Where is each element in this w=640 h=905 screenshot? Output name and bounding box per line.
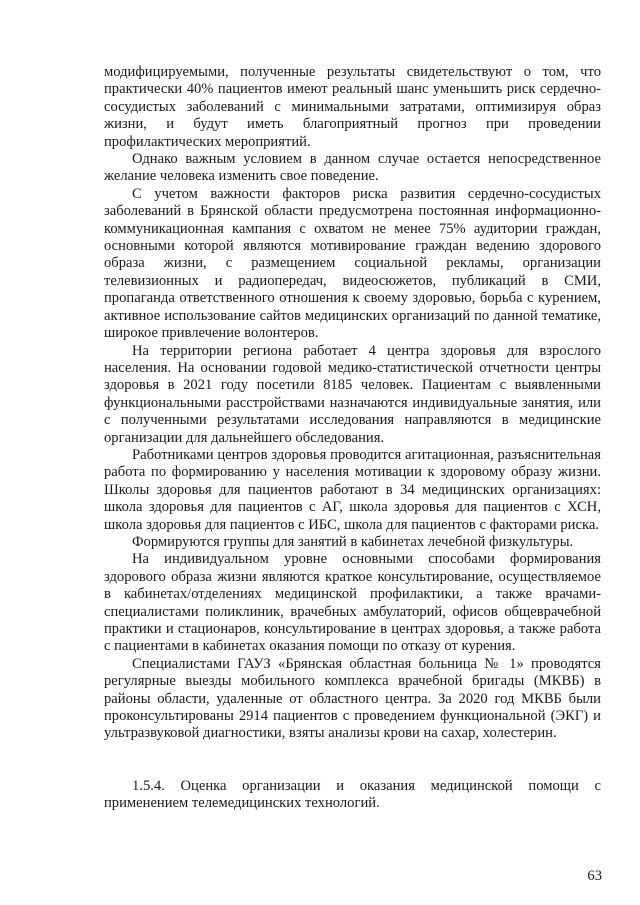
section-heading: 1.5.4. Оценка организации и оказания медицинской помощи с применением телемедицинских технологий. [104, 777, 601, 812]
paragraph-exercise-groups: Формируются группы для занятий в кабинетах лечебной физкультуры. [132, 533, 574, 550]
paragraph-continuation: модифицируемыми, полученные результаты свидетельствуют о том, что практически 40% пациентов имеют реальный шанс уменьшить риск сердечно-сосудистых заболеваний с минимальными затратами, оптимизируя образ жизни, и будут иметь благоприятный прогноз при проведении профилактических мероприятий. [104, 64, 601, 150]
paragraph-health-schools: Работниками центров здоровья проводится агитационная, разъяснительная работа по формированию у населения мотивации к здоровому образу жизни. Школы здоровья для пациентов работают в 34 медицинских организациях: школа здоровья для пациентов с АГ, школа здоровья для пациентов с ХСН, школа здоровья для пациентов с ИБС, школа для пациентов с факторами риска. [104, 446, 601, 533]
page-number: 63 [587, 868, 602, 884]
page-body [104, 64, 601, 813]
section-spacer [104, 743, 601, 778]
paragraph-health-centers: На территории региона работает 4 центра здоровья для взрослого населения. На основании годовой медико-статистической отчетности центры здоровья в 2021 году посетили 8185 человек. Пациентам с выявленными функциональными расстройствами назначаются индивидуальные занятия, или с полученными результатами исследования направляются в медицинские организации для дальнейшего обследования. [104, 342, 601, 446]
paragraph-motivation-condition: Однако важным условием в данном случае остается непосредственное желание человека изменить свое поведение. [104, 151, 601, 185]
paragraph-mobile-brigade: Специалистами ГАУЗ «Брянская областная больница № 1» проводятся регулярные выезды мобильного комплекса врачебной бригады (МКВБ) в районы области, удаленные от областного центра. За 2020 год МКВБ были проконсультированы 2914 пациентов с проведением функциональной (ЭКГ) и ультразвуковой диагностики, взяты анализы крови на сахар, холестерин. [104, 655, 601, 742]
paragraph-information-campaign: С учетом важности факторов риска развития сердечно-сосудистых заболеваний в Брянской области предусмотрена постоянная информационно-коммуникационная кампания с охватом не менее 75% аудитории граждан, основными которой являются мотивирование граждан ведению здорового образа жизни, с размещением социальной рекламы, организации телевизионных и радиопередач, видеосюжетов, публикаций в СМИ, пропаганда ответственного отношения к своему здоровью, борьба с курением, активное использование сайтов медицинских организаций по данной тематике, широкое привлечение волонтеров. [104, 185, 601, 342]
paragraph-individual-level: На индивидуальном уровне основными способами формирования здорового образа жизни являются краткое консультирование, осуществляемое в кабинетах/отделениях медицинской профилактики, а также врачами-специалистами поликлиник, врачебных амбулаторий, офисов общеврачебной практики и стационаров, консультирование в центрах здоровья, а также работа с пациентами в кабинетах оказания помощи по отказу от курения. [104, 551, 601, 655]
